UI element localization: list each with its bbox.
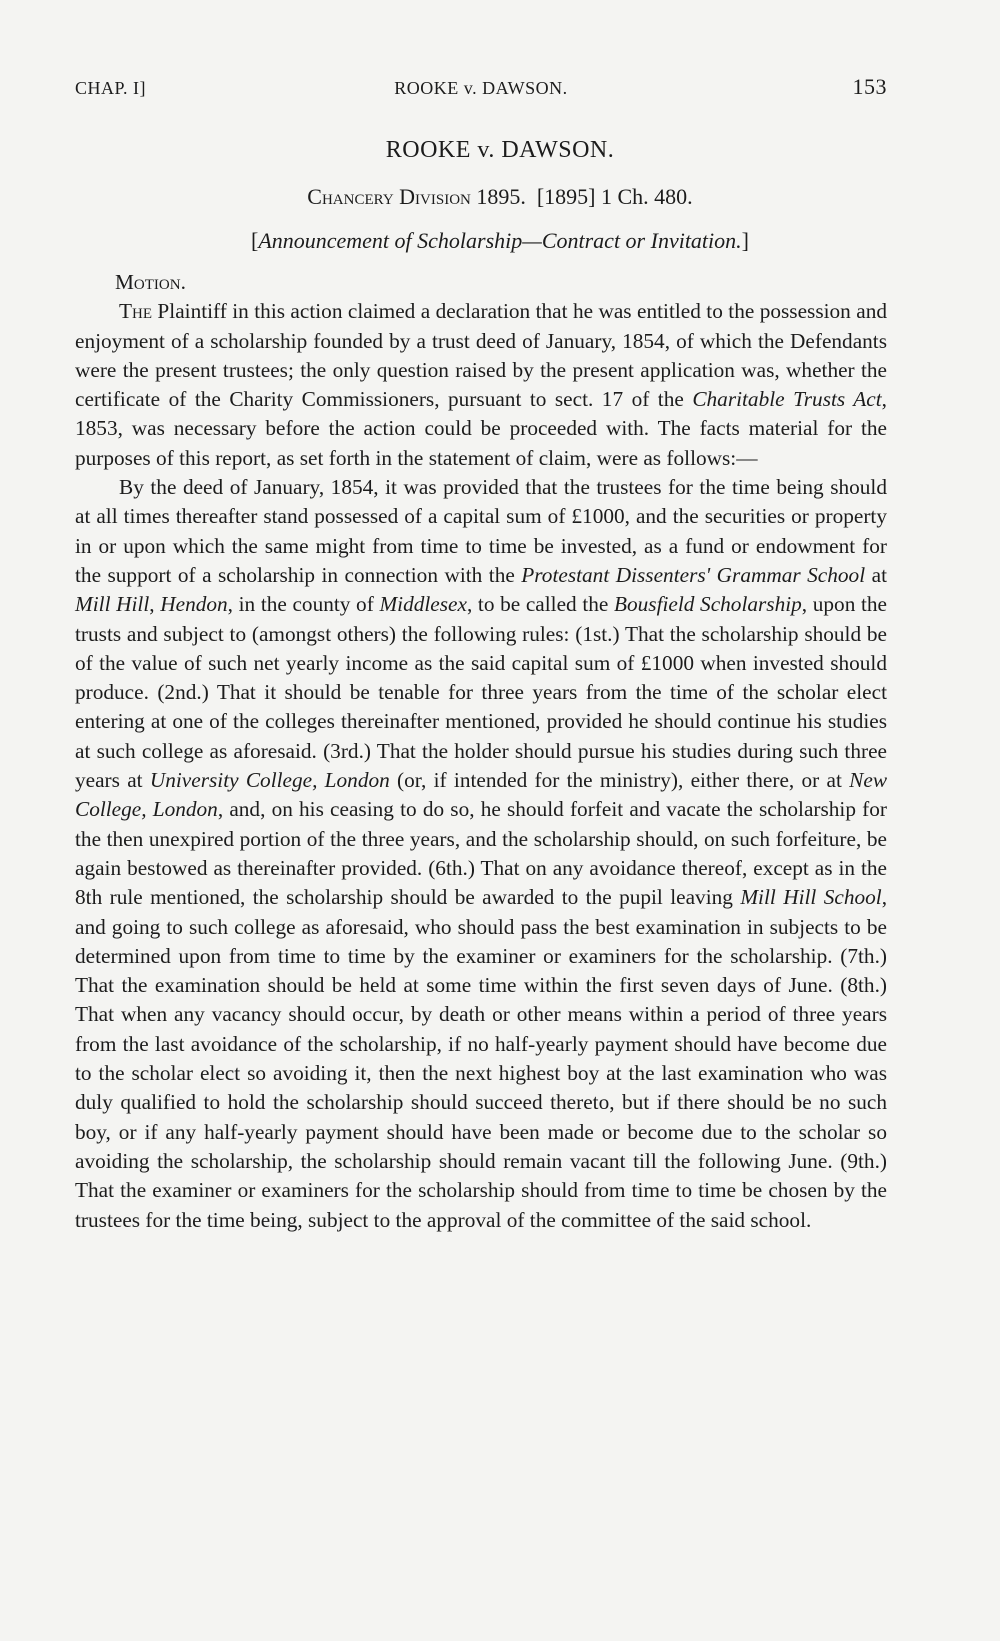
- subject-open-bracket: [: [250, 228, 259, 253]
- paragraph-1: [75, 297, 887, 473]
- italic-run: Charitable Trusts Act: [692, 387, 882, 412]
- motion-label: Motion.: [115, 270, 186, 294]
- text-run: at: [865, 562, 887, 587]
- report-citation: [1895] 1 Ch. 480.: [536, 184, 693, 209]
- case-title: ROOKE v. DAWSON.: [385, 137, 615, 163]
- text-run: , in the county of: [227, 592, 380, 617]
- text-run: , and, on his ceasing to do so, he should forfeit and vacate the scholarship for the then unexpired portion of the three years, and the scholarship should, on such forfeiture, be again bestowed as thereinafter provided. (6th.) That on any avoidance thereof, except as in the 8th rule mentioned, the scholarship should be awarded to the pupil leaving: [75, 797, 887, 910]
- text-run: , upon the trusts and subject to (amongst others) the following rules: (1st.) That the scholarship should be of the value of such net yearly income as the said capital sum of £1000 when invested should produce. (2nd.) That it should be tenable for three years from the time of the scholar elect entering at one of the colleges thereinafter mentioned, provided he should continue his studies at such college as aforesaid. (3rd.) That the holder should pursue his studies during such three years at: [75, 592, 887, 793]
- subject-text: Announcement of Scholarship—Contract or Invitation.: [258, 228, 742, 253]
- text-run: ,: [149, 592, 161, 617]
- case-subject: [0, 228, 1000, 254]
- italic-run: Mill Hill: [75, 592, 150, 617]
- text-run: By the deed of January, 1854, it was provided that the trustees for the time being should at all times thereafter stand possessed of a capital sum of £1000, and the securities or property in or upon which the same might from time to time be invested, as a fund or endowment for the support of a scholarship in connection with the: [75, 475, 887, 587]
- italic-run: University College, London: [149, 768, 390, 793]
- chapter-label: CHAP. I]: [75, 78, 147, 98]
- italic-run: New College, London: [75, 768, 888, 822]
- running-title: ROOKE v. DAWSON.: [394, 78, 568, 98]
- italic-run: Protestant Dissenters' Grammar School: [521, 562, 866, 587]
- body-text: [75, 268, 887, 1235]
- paragraph-lead: The: [119, 299, 153, 324]
- motion-heading: [75, 268, 887, 297]
- italic-run: Hendon: [160, 592, 228, 617]
- text-run: Plaintiff in this action claimed a declaration that he was entitled to the possession and enjoyment of a scholarship founded by a trust deed of January, 1854, of which the Defendants were the present trustees; the only question raised by the present application was, whether the certificate of the Charity Commissioners, pursuant to sect. 17 of the: [75, 299, 887, 412]
- case-year: 1895.: [476, 184, 526, 209]
- italic-run: Mill Hill School: [740, 885, 882, 910]
- case-citation: [0, 184, 1000, 210]
- italic-run: Middlesex: [379, 592, 467, 617]
- page-number: 153: [852, 74, 887, 99]
- running-head: [75, 70, 887, 102]
- court-name: Chancery Division: [307, 184, 471, 209]
- text-run: , and going to such college as aforesaid, who should pass the best examination in subjects to be determined upon from time to time by the examiner or examiners for the scholarship. (7th.) That the examination should be held at some time within the first seven days of June. (8th.) That when any vacancy should occur, by death or other means within a period of three years from the last avoidance of the scholarship, if no half-yearly payment should have become due to the scholar elect so avoiding it, then the next highest boy at the last examination who was duly qualified to hold the scholarship should succeed thereto, but if there should be no such boy, or if any half-yearly payment should have been made or become due to the scholar so avoiding the scholarship, the scholarship should remain vacant till the following June. (9th.) That the examiner or examiners for the scholarship should from time to time be chosen by the trustees for the time being, subject to the approval of the committee of the said school.: [75, 885, 888, 1232]
- text-run: , to be called the: [466, 592, 614, 617]
- paragraph-2: [75, 473, 887, 1235]
- text-run: , 1853, was necessary before the action could be proceeded with. The facts material for the purposes of this report, as set forth in the statement of claim, were as follows:—: [75, 387, 887, 470]
- subject-close-bracket: ]: [741, 228, 749, 253]
- text-run: (or, if intended for the ministry), either there, or at: [389, 768, 850, 793]
- italic-run: Bousfield Scholarship: [613, 592, 802, 617]
